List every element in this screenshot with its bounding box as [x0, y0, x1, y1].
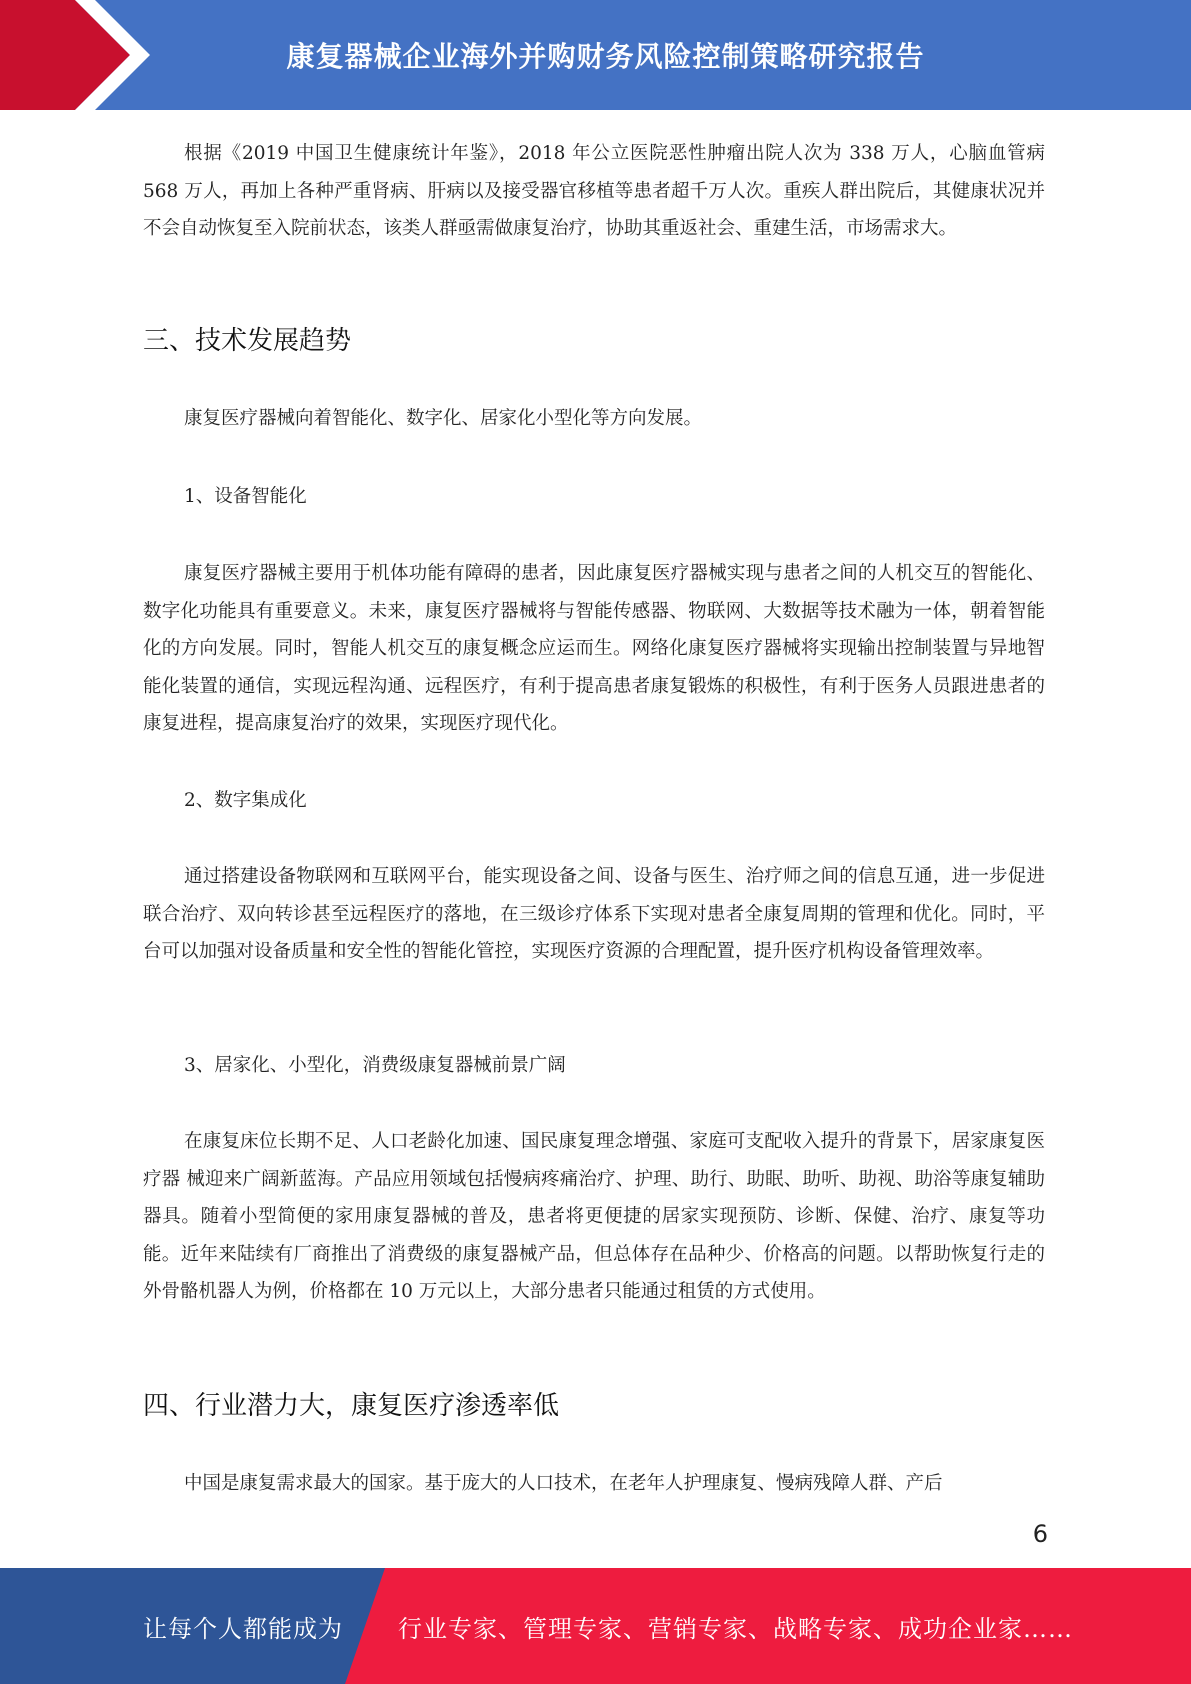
footer-slogan-right: 行业专家、管理专家、营销专家、战略专家、成功企业家…… [398, 1614, 1073, 1643]
item-1-title: 1、设备智能化 [184, 486, 307, 507]
item-3-paragraph: 在康复床位长期不足、人口老龄化加速、国民康复理念增强、家庭可支配收入提升的背景下，居家康复医疗器 械迎来广阔新蓝海。产品应用领域包括慢病疼痛治疗、护理、助行、助眠、助听、助视、助浴等康复辅助器具。随着小型简便的家用康复器械的普及，患者将更便捷的居家实现预防、诊断、保健、治疗、康复等功能。近年来陆续有厂商推出了消费级的康复器械产品，但总体存在品种少、价格高的问题。以帮助恢复行走的外骨骼机器人为例，价格都在 10 万元以上，大部分患者只能通过租赁的方式使用。 [143, 1131, 1045, 1302]
footer-banner [0, 1568, 1191, 1684]
item-2-paragraph: 通过搭建设备物联网和互联网平台，能实现设备之间、设备与医生、治疗师之间的信息互通，进一步促进联合治疗、双向转诊甚至远程医疗的落地，在三级诊疗体系下实现对患者全康复周期的管理和优化。同时，平台可以加强对设备质量和安全性的智能化管控，实现医疗资源的合理配置，提升医疗机构设备管理效率。 [143, 866, 1045, 962]
section-heading-3: 三、技术发展趋势 [143, 326, 352, 356]
header-banner [0, 0, 1191, 110]
item-2-title: 2、数字集成化 [184, 790, 307, 811]
footer-slogan-left: 让每个人都能成为 [143, 1614, 343, 1643]
intro-paragraph: 根据《2019 中国卫生健康统计年鉴》，2018 年公立医院恶性肿瘤出院人次为 338 万人，心脑血管病 568 万人，再加上各种严重肾病、肝病以及接受器官移植等患者超千万人次。重疾人群出院后，其健康状况并不会自动恢复至入院前状态，该类人群亟需做康复治疗，协助其重返社会、重建生活，市场需求大。 [143, 143, 1045, 239]
item-1-paragraph: 康复医疗器械主要用于机体功能有障碍的患者，因此康复医疗器械实现与患者之间的人机交互的智能化、数字化功能具有重要意义。未来，康复医疗器械将与智能传感器、物联网、大数据等技术融为一体，朝着智能化的方向发展。同时，智能人机交互的康复概念应运而生。网络化康复医疗器械将实现输出控制装置与异地智能化装置的通信，实现远程沟通、远程医疗，有利于提高患者康复锻炼的积极性，有利于医务人员跟进患者的康复进程，提高康复治疗的效果，实现医疗现代化。 [143, 563, 1045, 734]
section-heading-4: 四、行业潜力大，康复医疗渗透率低 [143, 1391, 560, 1421]
item-3-title: 3、居家化、小型化，消费级康复器械前景广阔 [184, 1055, 566, 1076]
page-number: 6 [1032, 1520, 1048, 1548]
section3-intro-paragraph: 康复医疗器械向着智能化、数字化、居家化小型化等方向发展。 [184, 408, 703, 429]
report-title: 康复器械企业海外并购财务风险控制策略研究报告 [286, 40, 925, 73]
section4-paragraph: 中国是康复需求最大的国家。基于庞大的人口技术，在老年人护理康复、慢病残障人群、产后 [184, 1473, 943, 1494]
